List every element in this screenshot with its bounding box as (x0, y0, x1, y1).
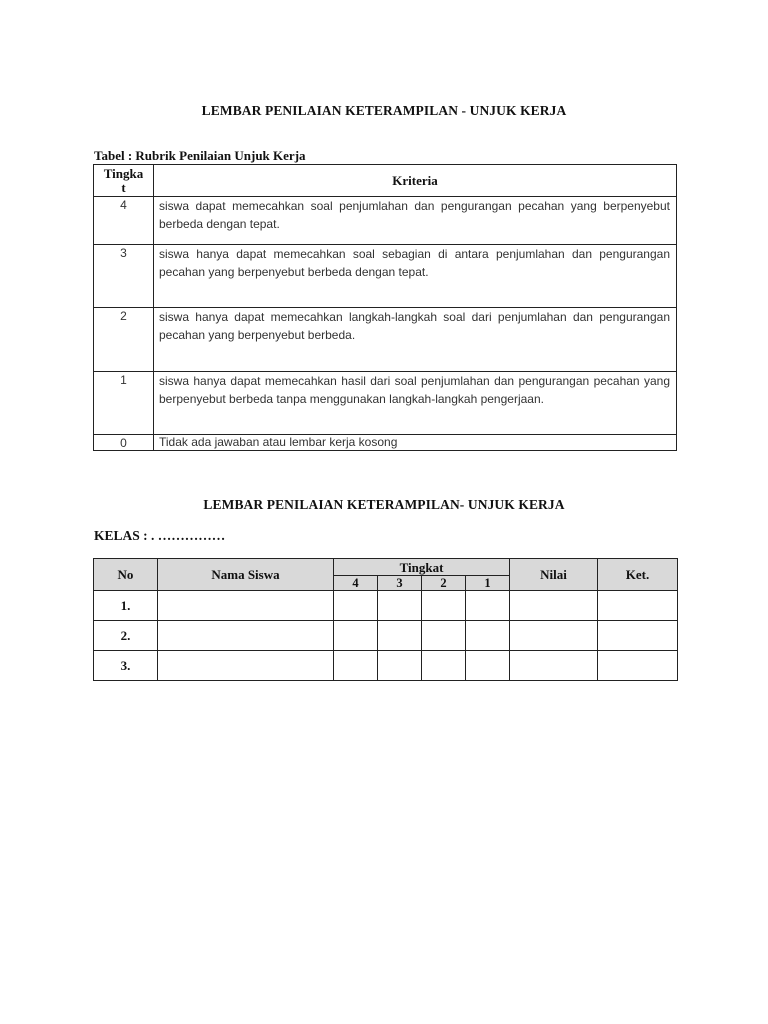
nama-siswa-cell[interactable] (158, 591, 334, 621)
level-column-header: Tingka t (94, 165, 154, 197)
score-row (94, 591, 678, 621)
rubric-row (94, 435, 677, 451)
row-number: 3. (94, 651, 158, 681)
tingkat-4-cell[interactable] (334, 621, 378, 651)
score-page-title: LEMBAR PENILAIAN KETERAMPILAN- UNJUK KERJA (203, 497, 565, 512)
tingkat-level-header: 4 (334, 576, 378, 591)
rubric-row (94, 197, 677, 245)
rubric-level: 2 (94, 308, 154, 372)
nilai-column-header: Nilai (510, 559, 598, 591)
tingkat-1-cell[interactable] (466, 651, 510, 681)
rubric-criteria: Tidak ada jawaban atau lembar kerja kosong (154, 435, 677, 451)
nilai-cell[interactable] (510, 591, 598, 621)
rubric-table (93, 164, 677, 451)
nama-siswa-column-header: Nama Siswa (158, 559, 334, 591)
row-number: 2. (94, 621, 158, 651)
tingkat-1-cell[interactable] (466, 591, 510, 621)
tingkat-2-cell[interactable] (422, 651, 466, 681)
ket-cell[interactable] (598, 621, 678, 651)
nama-siswa-cell[interactable] (158, 621, 334, 651)
nama-siswa-cell[interactable] (158, 651, 334, 681)
rubric-criteria: siswa hanya dapat memecahkan langkah-langkah soal dari penjumlahan dan pengurangan pecahan yang berpenyebut berbeda. (154, 308, 677, 372)
rubric-level: 0 (94, 435, 154, 451)
rubric-row (94, 308, 677, 372)
tingkat-level-header: 3 (378, 576, 422, 591)
tingkat-4-cell[interactable] (334, 591, 378, 621)
tingkat-level-header: 1 (466, 576, 510, 591)
score-row (94, 651, 678, 681)
ket-column-header: Ket. (598, 559, 678, 591)
rubric-level: 4 (94, 197, 154, 245)
rubric-criteria: siswa hanya dapat memecahkan hasil dari soal penjumlahan dan pengurangan pecahan yang berpenyebut berbeda tanpa menggunakan langkah-langkah pengerjaan. (154, 372, 677, 435)
rubric-row (94, 245, 677, 308)
rubric-criteria: siswa hanya dapat memecahkan soal sebagian di antara penjumlahan dan pengurangan pecahan yang berpenyebut berbeda dengan tepat. (154, 245, 677, 308)
kelas-label: KELAS : . …………… (94, 528, 226, 543)
no-column-header: No (94, 559, 158, 591)
nilai-cell[interactable] (510, 621, 598, 651)
tingkat-4-cell[interactable] (334, 651, 378, 681)
score-table (93, 558, 678, 681)
ket-cell[interactable] (598, 651, 678, 681)
tingkat-1-cell[interactable] (466, 621, 510, 651)
rubric-header-row (94, 165, 677, 197)
rubric-level: 1 (94, 372, 154, 435)
tingkat-2-cell[interactable] (422, 591, 466, 621)
rubric-page-title: LEMBAR PENILAIAN KETERAMPILAN - UNJUK KERJA (201, 103, 567, 118)
tingkat-3-cell[interactable] (378, 651, 422, 681)
tingkat-3-cell[interactable] (378, 591, 422, 621)
score-header-row (94, 559, 678, 576)
rubric-level: 3 (94, 245, 154, 308)
tingkat-3-cell[interactable] (378, 621, 422, 651)
rubric-table-caption: Tabel : Rubrik Penilaian Unjuk Kerja (94, 148, 306, 163)
tingkat-2-cell[interactable] (422, 621, 466, 651)
rubric-row (94, 372, 677, 435)
tingkat-level-header: 2 (422, 576, 466, 591)
rubric-criteria: siswa dapat memecahkan soal penjumlahan dan pengurangan pecahan yang berpenyebut berbeda dengan tepat. (154, 197, 677, 245)
nilai-cell[interactable] (510, 651, 598, 681)
criteria-column-header: Kriteria (154, 165, 677, 197)
row-number: 1. (94, 591, 158, 621)
ket-cell[interactable] (598, 591, 678, 621)
tingkat-column-header: Tingkat (334, 559, 510, 576)
score-row (94, 621, 678, 651)
